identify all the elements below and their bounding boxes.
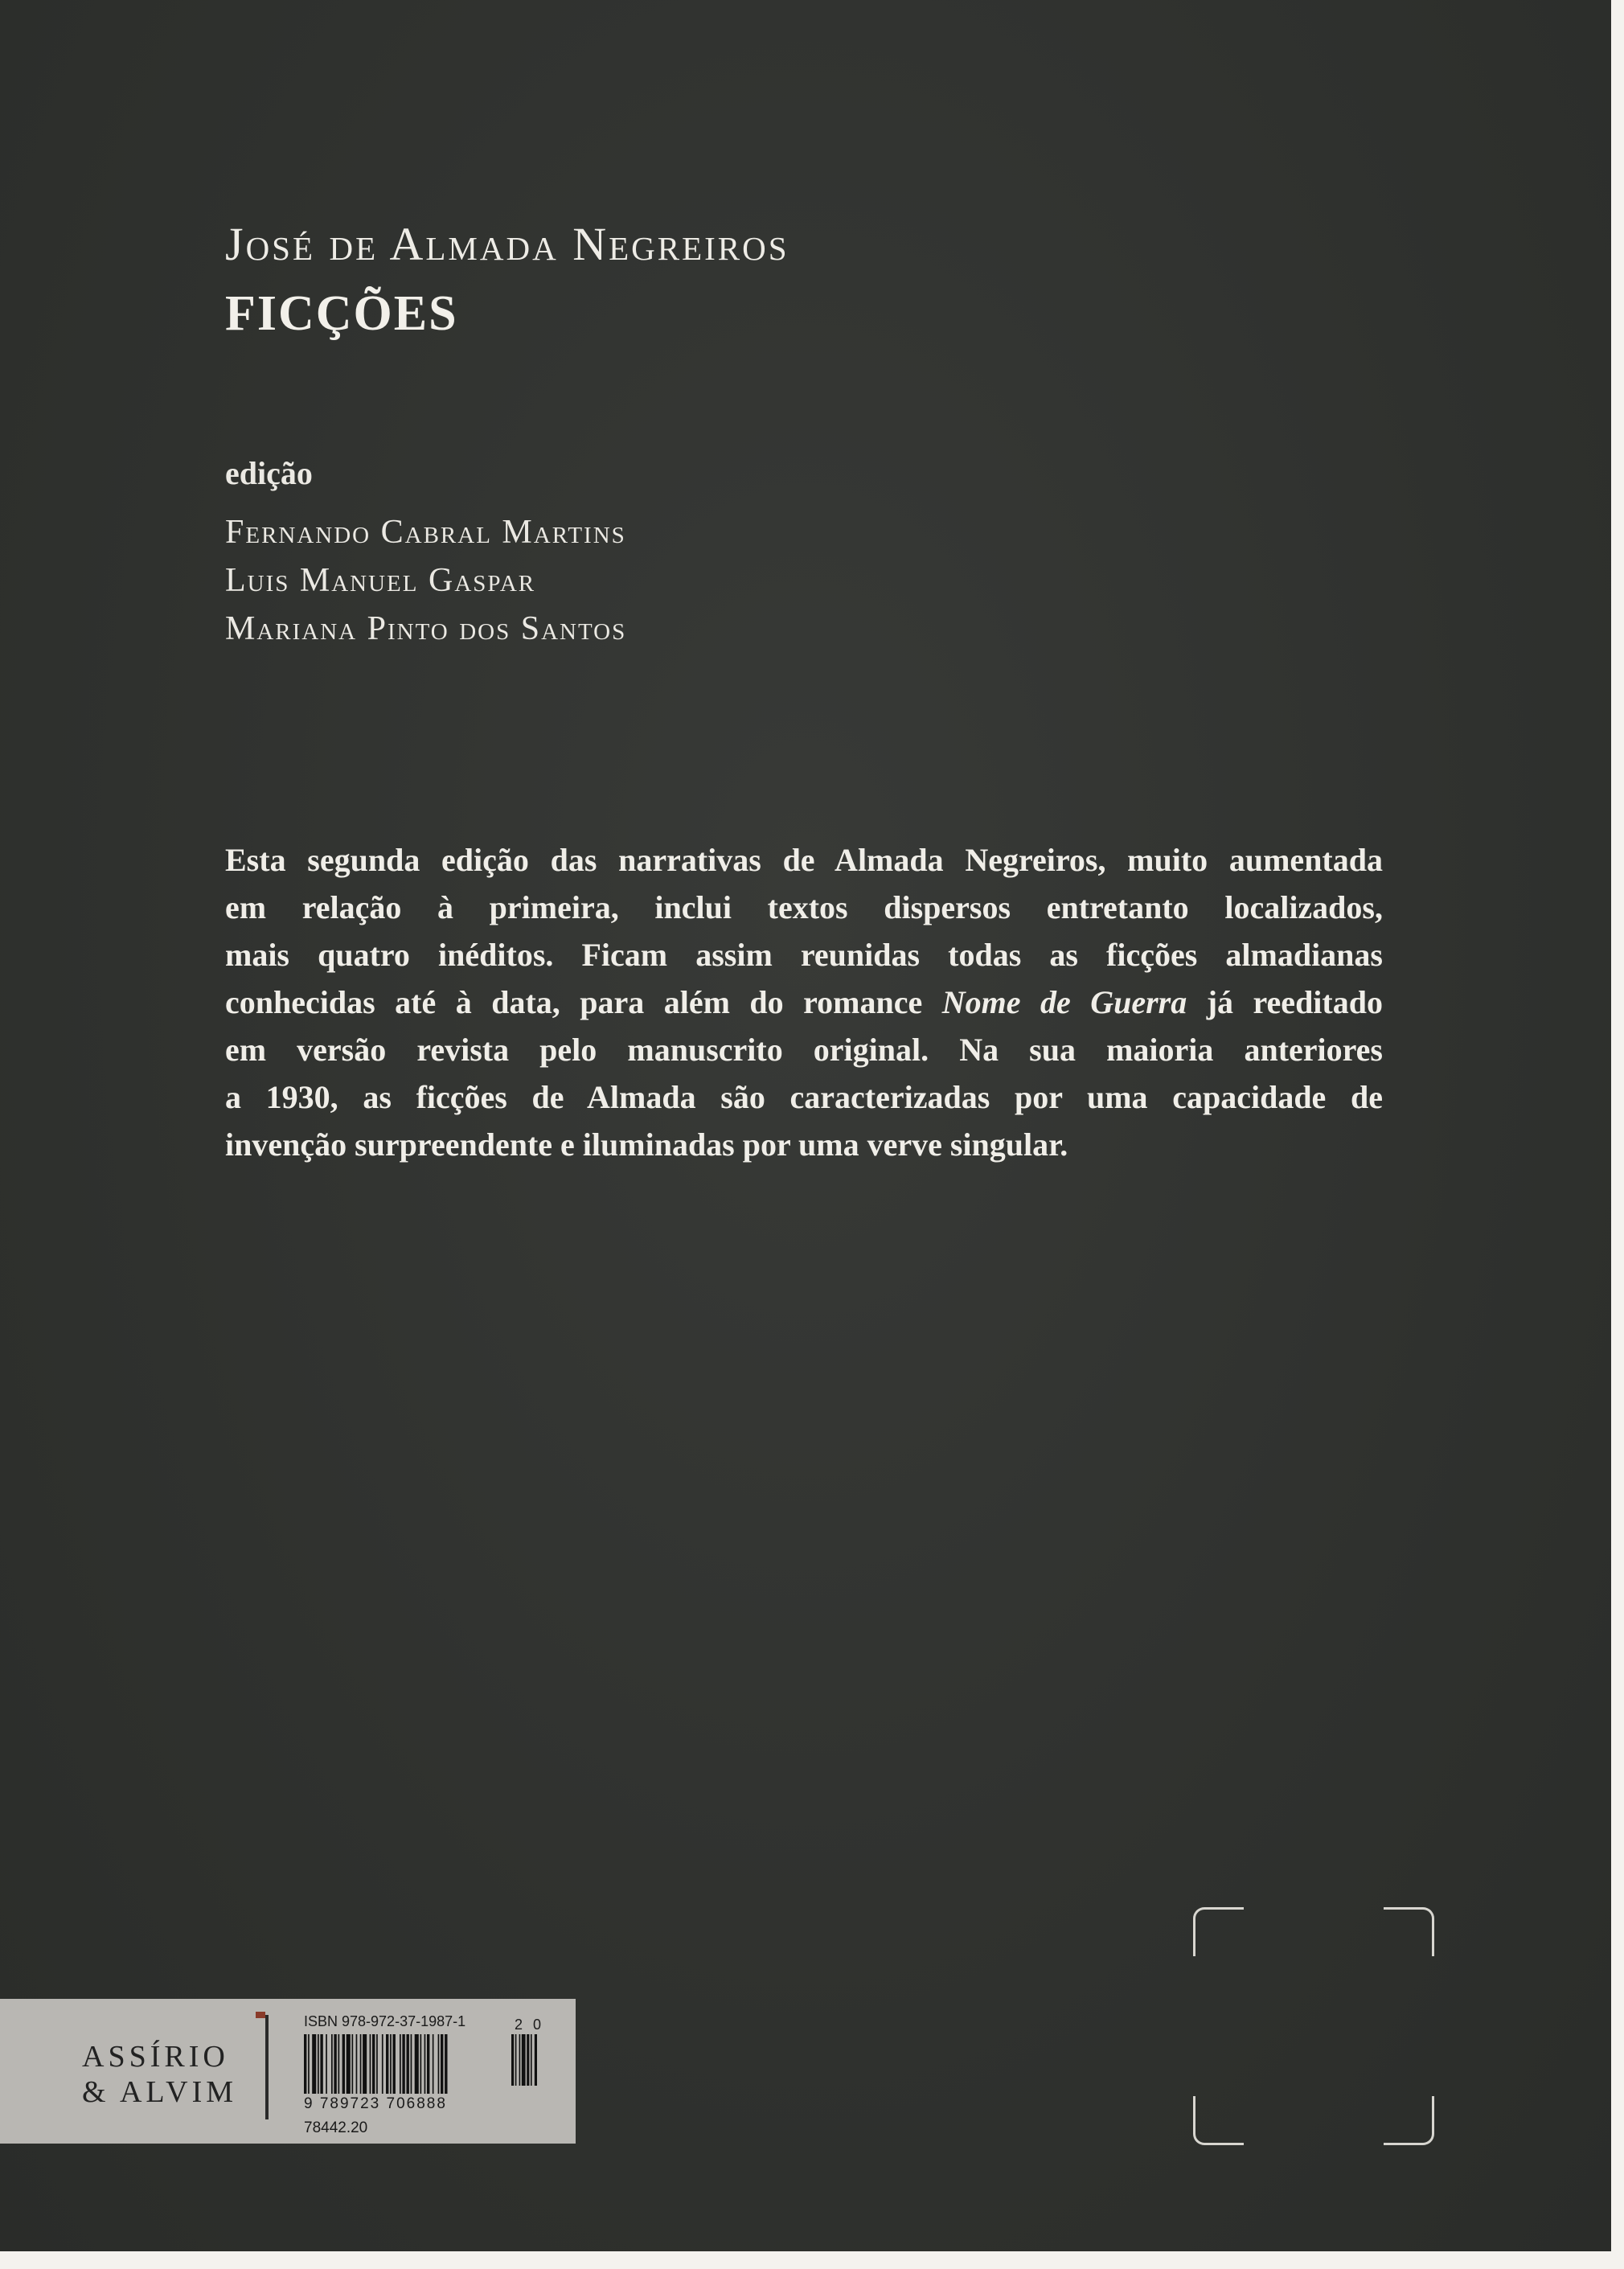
- barcode-bar: [360, 2034, 362, 2094]
- description-line: [225, 979, 1383, 1026]
- barcode-bar: [400, 2034, 401, 2094]
- barcode-bar: [433, 2034, 434, 2094]
- barcode-bar: [382, 2034, 383, 2094]
- barcode-addon-label: 2 0: [515, 2017, 545, 2033]
- barcode-bar: [390, 2034, 392, 2094]
- barcode-panel: [0, 1999, 576, 2144]
- barcode-addon-bar: [527, 2034, 529, 2086]
- barcode-bar: [363, 2034, 367, 2094]
- barcode-bar: [356, 2034, 358, 2094]
- description-line-part: já reeditado: [1206, 984, 1383, 1020]
- description-line: Esta segunda edição das narrativas de Almada Negreiros, muito aumentada: [225, 842, 1383, 878]
- description-line-part: conhecidas até à data, para além do romance: [225, 984, 923, 1020]
- editor-name: Fernando Cabral Martins: [225, 514, 626, 551]
- barcode-digits: 9 789723 706888: [304, 2095, 447, 2112]
- barcode-bar: [411, 2034, 412, 2094]
- barcode-bar: [352, 2034, 354, 2094]
- barcode-bar: [370, 2034, 371, 2094]
- barcode-bar: [308, 2034, 310, 2094]
- reference-code: 78442.20: [304, 2119, 368, 2136]
- editor-name: Mariana Pinto dos Santos: [225, 610, 627, 647]
- barcode-bar: [318, 2034, 319, 2094]
- editor-name: Luis Manuel Gaspar: [225, 562, 536, 599]
- barcode-icon: [304, 2034, 489, 2094]
- frame-corner: [1384, 2096, 1434, 2145]
- barcode-bar: [407, 2034, 409, 2094]
- barcode-bar: [372, 2034, 375, 2094]
- barcode-bar: [415, 2034, 419, 2094]
- isbn-label: ISBN 978-972-37-1987-1: [304, 2013, 466, 2029]
- barcode-bar: [338, 2034, 340, 2094]
- description-line: em versão revista pelo manuscrito original. Na sua maioria anteriores: [225, 1032, 1383, 1068]
- novel-title: Nome de Guerra: [941, 984, 1187, 1020]
- barcode-bar: [420, 2034, 422, 2094]
- publisher-divider: [265, 2015, 269, 2119]
- barcode-bar: [304, 2034, 306, 2094]
- barcode-bar: [438, 2034, 440, 2094]
- barcode-addon-bar: [535, 2034, 537, 2086]
- barcode-addon-bar: [522, 2034, 526, 2086]
- publisher-logo: [82, 2039, 237, 2110]
- publisher-name-line: ASSÍRIO: [82, 2040, 229, 2074]
- description-line: invenção surpreendente e iluminadas por uma verve singular.: [225, 1126, 1068, 1163]
- barcode-bar: [424, 2034, 426, 2094]
- barcode-addon-bar: [531, 2034, 532, 2086]
- barcode-addon-bar: [511, 2034, 514, 2086]
- frame-corner: [1193, 1907, 1244, 1956]
- editors-list: [225, 508, 626, 653]
- barcode-bar: [376, 2034, 378, 2094]
- frame-corner: [1384, 1907, 1434, 1956]
- book-title: FICÇÕES: [225, 286, 458, 341]
- barcode-bar: [441, 2034, 443, 2094]
- description-line: mais quatro inéditos. Ficam assim reunidas todas as ficções almadianas: [225, 937, 1383, 973]
- barcode-addon-bar: [519, 2034, 521, 2086]
- barcode-bar: [393, 2034, 396, 2094]
- author-name: José de Almada Negreiros: [225, 218, 789, 270]
- barcode-bar: [320, 2034, 322, 2094]
- publisher-mark-icon: [256, 2012, 265, 2018]
- barcode-addon-icon: [511, 2034, 547, 2086]
- barcode-bar: [427, 2034, 429, 2094]
- publisher-name-line: & ALVIM: [82, 2075, 238, 2109]
- barcode-bar: [331, 2034, 333, 2094]
- description-line: em relação à primeira, inclui textos dispersos entretanto localizados,: [225, 889, 1383, 925]
- frame-corner: [1193, 2096, 1244, 2145]
- barcode-bar: [312, 2034, 316, 2094]
- book-description: [225, 836, 1383, 1168]
- barcode-bar: [386, 2034, 388, 2094]
- barcode-bar: [445, 2034, 447, 2094]
- barcode-bar: [402, 2034, 404, 2094]
- barcode-bar: [334, 2034, 336, 2094]
- corner-frame-decoration: [1193, 1907, 1434, 2145]
- barcode-bar: [347, 2034, 351, 2094]
- description-line: a 1930, as ficções de Almada são caracterizadas por uma capacidade de: [225, 1079, 1383, 1115]
- barcode-bar: [326, 2034, 327, 2094]
- edition-label: edição: [225, 455, 313, 491]
- barcode-bar: [342, 2034, 345, 2094]
- barcode-addon-bar: [515, 2034, 517, 2086]
